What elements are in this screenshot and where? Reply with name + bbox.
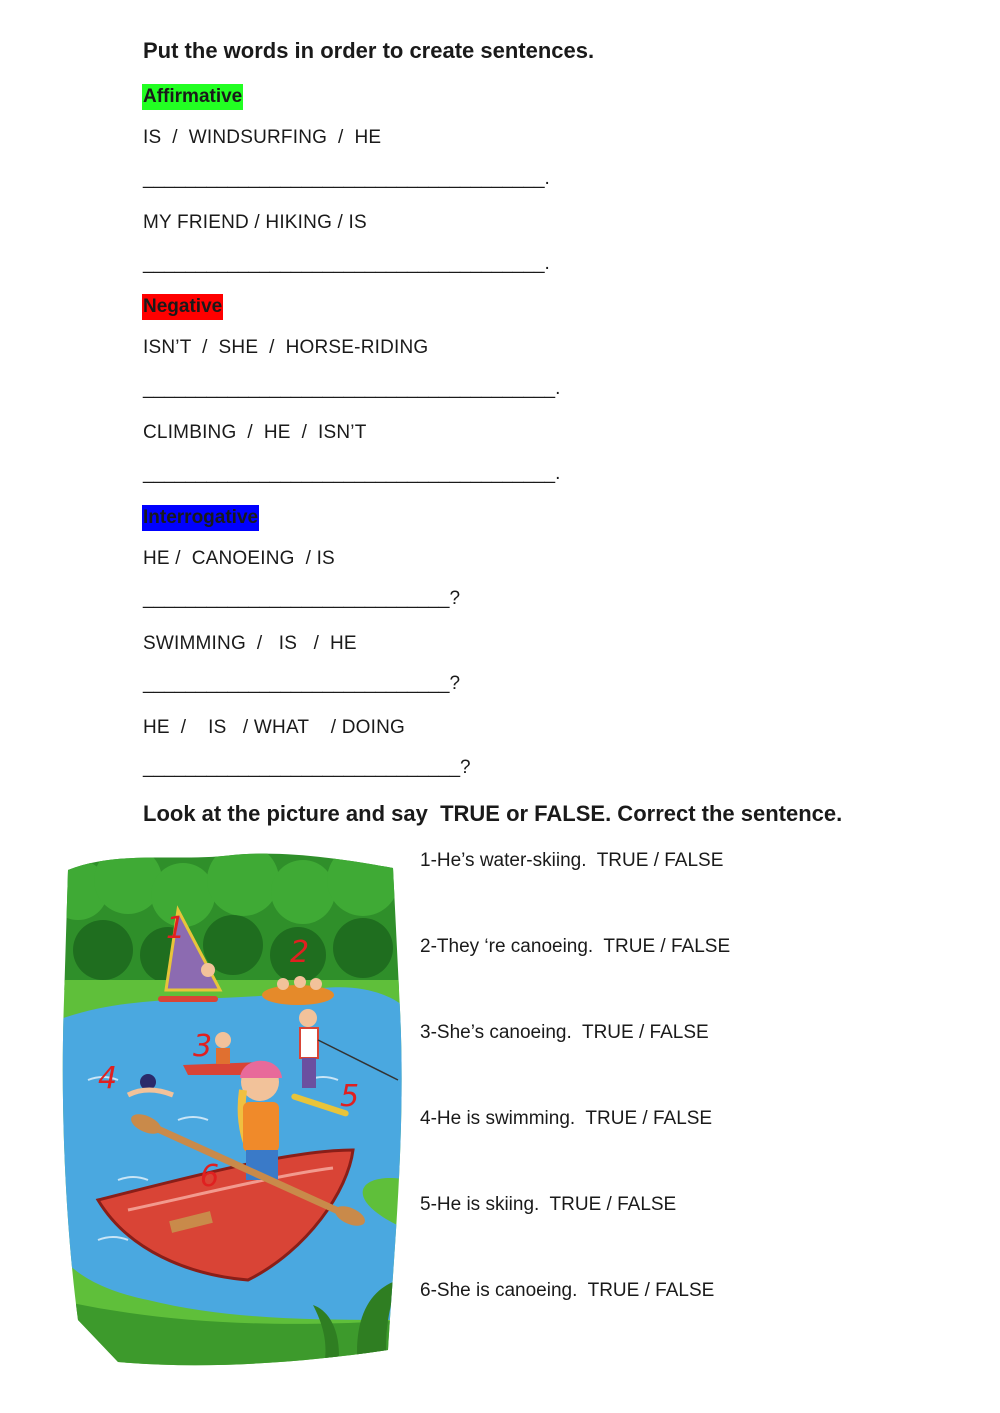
negative-label: Negative <box>142 294 223 320</box>
statement-1: 1-He’s water-skiing. TRUE / FALSE <box>420 850 724 871</box>
answer-blank[interactable]: ______________________________________. <box>143 168 550 189</box>
prompt-words: HE / CANOEING / IS <box>143 548 335 569</box>
answer-blank[interactable]: ______________________________________. <box>143 253 550 274</box>
interrogative-label: Interrogative <box>142 505 259 531</box>
statement-6: 6-She is canoeing. TRUE / FALSE <box>420 1280 715 1301</box>
mark-number: 3 <box>193 1029 213 1064</box>
statement-4: 4-He is swimming. TRUE / FALSE <box>420 1108 713 1129</box>
answer-blank[interactable]: _____________________________? <box>143 588 461 609</box>
mark-number: 2 <box>290 935 310 970</box>
raft <box>262 985 334 1005</box>
answer-blank[interactable]: ______________________________? <box>143 757 471 778</box>
mark-number: 1 <box>166 911 186 946</box>
statement-2: 2-They ‘re canoeing. TRUE / FALSE <box>420 936 731 957</box>
mark-number: 5 <box>340 1079 360 1114</box>
prompt-words: CLIMBING / HE / ISN’T <box>143 422 367 443</box>
prompt-words: SWIMMING / IS / HE <box>143 633 357 654</box>
statement-5: 5-He is skiing. TRUE / FALSE <box>420 1194 677 1215</box>
prompt-words: IS / WINDSURFING / HE <box>143 127 382 148</box>
answer-blank[interactable]: _______________________________________. <box>143 463 561 484</box>
answer-blank[interactable]: _____________________________? <box>143 673 461 694</box>
river-activities-illustration <box>58 850 408 1370</box>
prompt-words: MY FRIEND / HIKING / IS <box>143 212 367 233</box>
affirmative-label: Affirmative <box>142 84 243 110</box>
windsurf-board <box>158 996 218 1002</box>
prompt-words: ISN’T / SHE / HORSE-RIDING <box>143 337 429 358</box>
answer-blank[interactable]: _______________________________________. <box>143 378 561 399</box>
part2-heading: Look at the picture and say TRUE or FALSE. Correct the sentence. <box>143 801 843 826</box>
mark-number: 6 <box>200 1159 220 1194</box>
statement-3: 3-She’s canoeing. TRUE / FALSE <box>420 1022 709 1043</box>
prompt-words: HE / IS / WHAT / DOING <box>143 717 406 738</box>
mark-number: 4 <box>98 1061 118 1096</box>
part1-heading: Put the words in order to create sentences. <box>143 38 595 63</box>
